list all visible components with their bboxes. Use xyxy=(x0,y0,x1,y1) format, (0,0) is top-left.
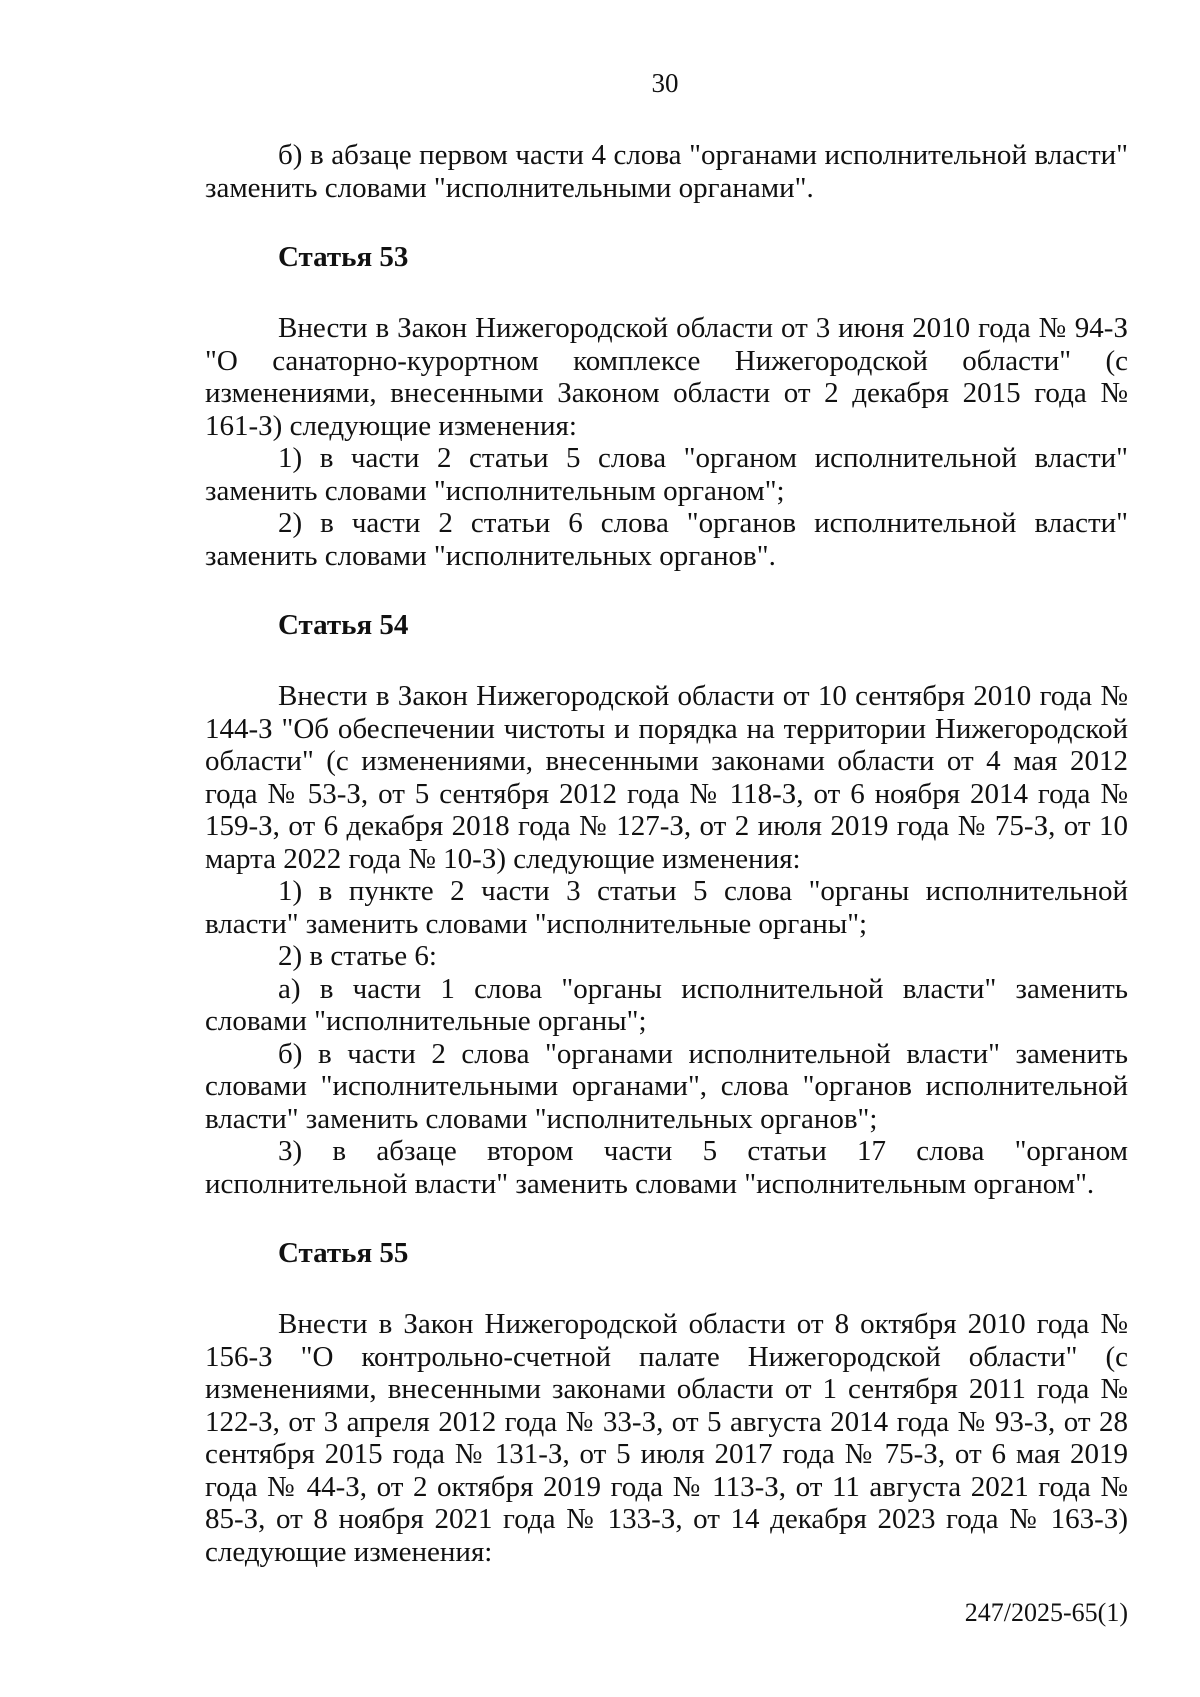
article-55 xyxy=(205,1236,1128,1568)
paragraph: б) в части 2 слова "органами исполнительной власти" заменить словами "исполнительными органами", слова "органов исполнительной власти" заменить словами "исполнительных органов"; xyxy=(205,1037,1128,1135)
paragraph: а) в части 1 слова "органы исполнительной власти" заменить словами "исполнительные органы"; xyxy=(205,972,1128,1037)
page-number: 30 xyxy=(651,68,679,98)
paragraph: Внести в Закон Нижегородской области от 3 июня 2010 года № 94-З "О санаторно-курортном комплексе Нижегородской области" (с изменениями, внесенными Законом области от 2 декабря 2015 года № 161-З) следующие изменения: xyxy=(205,312,1128,442)
paragraph: Внести в Закон Нижегородской области от 8 октября 2010 года № 156-З "О контрольно-счетной палате Нижегородской области" (с изменениями, внесенными законами области от 1 сентября 2011 года № 122-З, от 3 апреля 2012 года № 33-З, от 5 августа 2014 года № 93-З, от 28 сентября 2015 года № 131-З, от 5 июля 2017 года № 75-З, от 6 мая 2019 года № 44-З, от 2 октября 2019 года № 113-З, от 11 августа 2021 года № 85-З, от 8 ноября 2021 года № 133-З, от 14 декабря 2023 года № 163-З) следующие изменения: xyxy=(205,1308,1128,1568)
paragraph: б) в абзаце первом части 4 слова "органами исполнительной власти" заменить словами "исполнительными органами". xyxy=(205,139,1128,204)
paragraph: Внести в Закон Нижегородской области от 10 сентября 2010 года № 144-З "Об обеспечении чистоты и порядка на территории Нижегородской области" (с изменениями, внесенными законами области от 4 мая 2012 года № 53-З, от 5 сентября 2012 года № 118-З, от 6 ноября 2014 года № 159-З, от 6 декабря 2018 года № 127-З, от 2 июля 2019 года № 75-З, от 10 марта 2022 года № 10-З) следующие изменения: xyxy=(205,680,1128,875)
paragraph: 2) в статье 6: xyxy=(278,940,437,972)
article-53 xyxy=(205,240,1128,572)
continuation-block xyxy=(205,139,1128,204)
article-heading: Статья 53 xyxy=(278,241,409,273)
article-heading: Статья 54 xyxy=(278,609,409,641)
document-body xyxy=(205,139,1128,1568)
paragraph: 3) в абзаце втором части 5 статьи 17 слова "органом исполнительной власти" заменить словами "исполнительным органом". xyxy=(205,1135,1128,1200)
paragraph: 2) в части 2 статьи 6 слова "органов исполнительной власти" заменить словами "исполнительных органов". xyxy=(205,507,1128,572)
paragraph: 1) в пункте 2 части 3 статьи 5 слова "органы исполнительной власти" заменить словами "исполнительные органы"; xyxy=(205,875,1128,940)
document-code: 247/2025-65(1) xyxy=(964,1598,1128,1627)
paragraph: 1) в части 2 статьи 5 слова "органом исполнительной власти" заменить словами "исполнительным органом"; xyxy=(205,442,1128,507)
article-heading: Статья 55 xyxy=(278,1237,409,1269)
article-54 xyxy=(205,608,1128,1200)
